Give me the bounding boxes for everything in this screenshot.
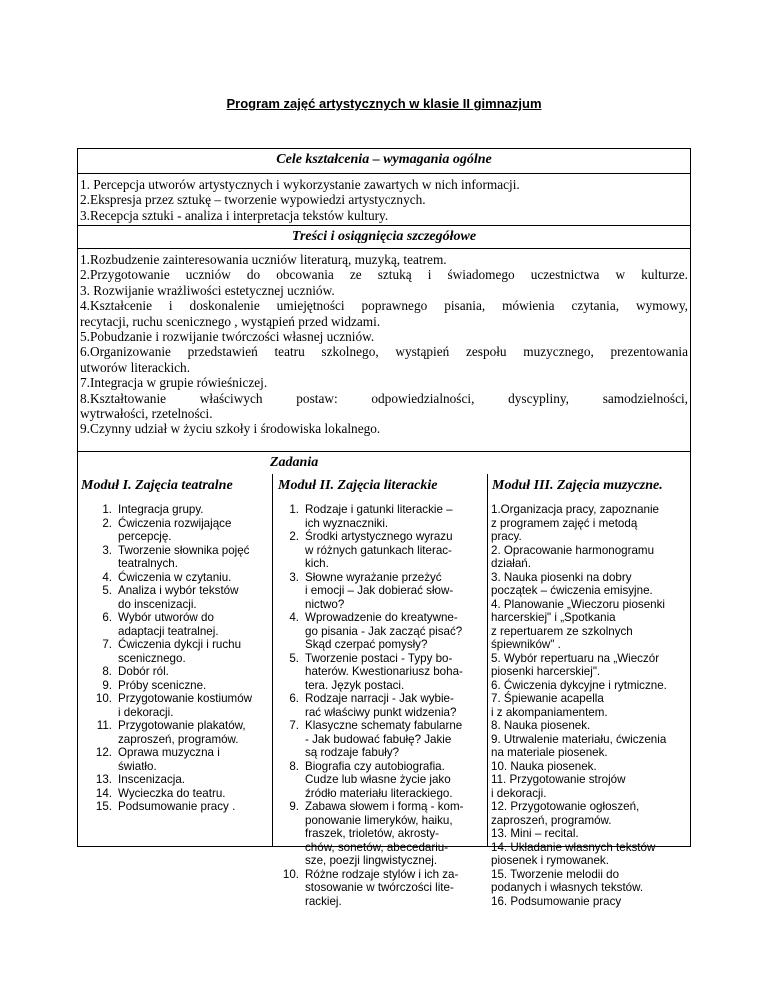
list-item-line: kich. (305, 557, 329, 570)
tasks-heading: Zadania (270, 455, 319, 470)
list-number: 15. (95, 800, 112, 813)
list-number: 14. (95, 786, 112, 800)
module3-line: pracy. (491, 530, 522, 543)
list-number: 5. (102, 584, 112, 597)
module3-line: 10. Nauka piosenek. (491, 759, 597, 773)
module3-line: 3. Nauka piosenki na dobry (491, 570, 632, 584)
list-number: 9. (102, 678, 112, 692)
list-number: 1. (289, 503, 299, 516)
module3-line: 14. Układanie własnych tekstów (491, 840, 656, 854)
list-item-line: rackiej. (305, 894, 342, 908)
list-item-line: percepcję. (118, 530, 172, 543)
module3-line: z repertuarem ze szkolnych (491, 624, 633, 638)
list-item-line: sze, poezji lingwistycznej. (305, 854, 438, 867)
list-item-line: Wybór utworów do (118, 611, 214, 624)
list-item-line: Ćwiczenia dykcji i ruchu (118, 638, 242, 651)
list-item (279, 692, 485, 719)
ordered-list (84, 503, 272, 814)
module3-line: 6. Ćwiczenia dykcyjne i rytmiczne. (491, 678, 667, 692)
list-number: 2. (289, 530, 299, 543)
content-list (77, 252, 691, 437)
list-item-line: Skąd czerpać pomysły? (305, 638, 428, 651)
goal-item: 2.Ekspresja przez sztukę – tworzenie wypowiedzi artystycznych. (80, 192, 426, 208)
list-number: 4. (289, 611, 299, 624)
module1-heading: Moduł I. Zajęcia teatralne (81, 478, 233, 493)
module3-line: 1.Organizacja pracy, zapoznanie (491, 503, 659, 516)
list-item-line: fraszek, trioletów, akrosty- (305, 827, 440, 840)
module3-list (491, 503, 689, 908)
list-item-line: Przygotowanie plakatów, (118, 719, 246, 732)
content-heading: Treści i osiągnięcia szczegółowe (291, 229, 477, 244)
content-item: 4.Kształcenie i doskonalenie umiejętności poprawnego pisania, mówienia czytania, wymowy, (80, 298, 688, 314)
content-item: 7.Integracja w grupie rówieśniczej. (80, 375, 268, 391)
document-title: Program zajęć artystycznych w klasie II gimnazjum (226, 96, 542, 111)
list-number: 6. (102, 611, 112, 624)
list-number: 8. (289, 759, 299, 773)
list-item (84, 503, 272, 517)
list-item-line: Dobór ról. (118, 665, 169, 678)
content-item: 1.Rozbudzenie zainteresowania uczniów literaturą, muzyką, teatrem. (80, 252, 447, 267)
list-item-line: Przygotowanie kostiumów (118, 692, 253, 705)
list-item-line: ponowanie limeryków, haiku, (305, 813, 453, 827)
divider (77, 173, 691, 174)
module3-line: 5. Wybór repertuaru na „Wieczór (491, 651, 660, 665)
list-number: 8. (102, 665, 112, 678)
content-item: 6.Organizowanie przedstawień teatru szkolnego, wystąpień zespołu muzycznego, prezentowania (80, 344, 688, 360)
list-item (279, 611, 485, 652)
list-item (279, 868, 485, 909)
list-item-line: haterów. Kwestionariusz boha- (305, 665, 463, 678)
list-item (279, 503, 485, 530)
list-item (279, 760, 485, 801)
module3-line: 15. Tworzenie melodii do (491, 867, 620, 881)
module3-line: 9. Utrwalenie materiału, ćwiczenia (491, 732, 667, 746)
goals-list (77, 177, 691, 223)
list-item-line: Rodzaje i gatunki literackie – (305, 503, 453, 516)
list-item-line: są rodzaje fabuły? (305, 746, 400, 759)
list-item (84, 665, 272, 679)
list-item-line: Próby sceniczne. (118, 678, 207, 692)
list-item-line: Różne rodzaje stylów i ich za- (305, 867, 459, 881)
list-item (84, 544, 272, 571)
goal-item: 1. Percepcja utworów artystycznych i wykorzystanie zawartych w nich informacji. (80, 177, 520, 192)
list-number: 6. (289, 692, 299, 705)
list-number: 10. (282, 867, 299, 881)
goal-item: 3.Recepcja sztuki - analiza i interpretacja tekstów kultury. (80, 207, 389, 223)
list-number: 7. (102, 638, 112, 651)
list-number: 1. (102, 503, 112, 516)
list-item (84, 773, 272, 787)
goals-heading: Cele kształcenia – wymagania ogólne (276, 152, 492, 167)
list-item (84, 719, 272, 746)
list-item-line: - Jak budować fabułę? Jakie (305, 732, 452, 746)
module3-line: 2. Opracowanie harmonogramu (491, 543, 655, 557)
list-item-line: zaproszeń, programów. (118, 732, 239, 746)
list-item (279, 530, 485, 571)
module3-heading: Moduł III. Zajęcia muzyczne. (492, 478, 663, 493)
list-item-line: teatralnych. (118, 557, 178, 570)
list-item-line: go pisania - Jak zacząć pisać? (305, 624, 463, 638)
module3-line: podanych i własnych tekstów. (491, 881, 644, 894)
module3-line: 12. Przygotowanie ogłoszeń, (491, 800, 640, 813)
list-item-line: Klasyczne schematy fabularne (305, 719, 463, 732)
list-item-line: Tworzenie słownika pojęć (118, 543, 250, 557)
list-item-line: do inscenizacji. (118, 597, 197, 611)
module3-line: 8. Nauka piosenek. (491, 719, 591, 732)
content-item: utworów literackich. (80, 359, 191, 375)
content-item: 2.Przygotowanie uczniów do obcowania ze sztuką i świadomego uczestnictwa w kulturze. (80, 267, 688, 283)
list-item-line: i emocji – Jak dobierać słow- (305, 584, 454, 597)
list-item-line: Ćwiczenia rozwijające (118, 516, 232, 530)
list-item (84, 638, 272, 665)
list-item-line: Rodzaje narracji - Jak wybie- (305, 692, 454, 705)
list-number: 11. (96, 719, 112, 732)
module3-line: początek – ćwiczenia emisyjne. (491, 584, 653, 597)
module3-line: działań. (491, 557, 531, 570)
list-number: 12. (95, 746, 112, 759)
list-number: 4. (102, 570, 112, 584)
list-item-line: Podsumowanie pracy . (118, 800, 236, 813)
module3-line: 7. Śpiewanie acapella (491, 692, 604, 705)
list-item-line: Cudze lub własne życie jako (305, 773, 451, 786)
module3-line: harcerskiej" i „Spotkania (491, 611, 616, 624)
content-item: 8.Kształtowanie właściwych postaw: odpowiedzialności, dyscypliny, samodzielności, (80, 390, 688, 406)
module3-line: 11. Przygotowanie strojów (491, 773, 626, 786)
column-divider (487, 474, 488, 847)
list-number: 13. (95, 773, 112, 786)
list-item-line: tera. Język postaci. (305, 678, 405, 692)
column-divider (272, 474, 273, 847)
module3-line: śpiewników" . (491, 638, 561, 651)
module3-line: piosenek i rymowanek. (491, 854, 609, 867)
list-item-line: Tworzenie postaci - Typy bo- (305, 651, 453, 665)
divider (77, 248, 691, 249)
list-item-line: chów, sonetów, abecedariu- (305, 840, 449, 854)
list-number: 7. (289, 719, 299, 732)
module3-line: 16. Podsumowanie pracy (491, 894, 622, 908)
module2-heading: Moduł II. Zajęcia literackie (278, 478, 438, 493)
list-item (84, 787, 272, 801)
list-item-line: Ćwiczenia w czytaniu. (118, 570, 232, 584)
list-item-line: Biografia czy autobiografia. (305, 759, 445, 773)
list-item (279, 719, 485, 760)
list-item-line: adaptacji teatralnej. (118, 624, 219, 638)
list-item (279, 571, 485, 612)
list-item (279, 800, 485, 868)
list-item-line: światło. (118, 759, 157, 773)
module3-line: i dekoracji. (491, 786, 547, 800)
module1-list (84, 503, 272, 814)
list-item (84, 571, 272, 585)
list-number: 3. (289, 570, 299, 584)
content-item: 9.Czynny udział w życiu szkoły i środowiska lokalnego. (80, 421, 381, 437)
list-item-line: Analiza i wybór tekstów (118, 584, 239, 597)
list-item-line: Wycieczka do teatru. (118, 786, 226, 800)
module3-line: 4. Planowanie „Wieczoru piosenki (491, 597, 665, 611)
list-item-line: Zabawa słowem i formą - kom- (305, 800, 464, 813)
list-number: 5. (289, 651, 299, 665)
divider (77, 225, 691, 226)
divider (77, 451, 691, 452)
content-item: 3. Rozwijanie wrażliwości estetycznej uczniów. (80, 282, 335, 298)
list-item-line: Integracja grupy. (118, 503, 204, 516)
list-item-line: Środki artystycznego wyrazu (305, 530, 453, 543)
list-item-line: nictwo? (305, 597, 345, 611)
content-item: wytrwałości, rzetelności. (80, 406, 213, 422)
module3-line: i z akompaniamentem. (491, 705, 608, 719)
content-item: 5.Pobudzanie i rozwijanie twórczości własnej uczniów. (80, 329, 375, 345)
list-item (84, 746, 272, 773)
list-item-line: stosowanie w twórczości lite- (305, 881, 454, 894)
module3-line: piosenki harcerskiej". (491, 665, 601, 678)
list-item (279, 652, 485, 693)
list-item-line: Wprowadzenie do kreatywne- (305, 611, 458, 624)
content-item: recytacji, ruchu scenicznego , wystąpień przed widzami. (80, 313, 381, 329)
list-item (84, 800, 272, 814)
list-item (84, 692, 272, 719)
list-item-line: rać właściwy punkt widzenia? (305, 705, 457, 719)
ordered-list (279, 503, 485, 908)
list-number: 3. (102, 543, 112, 557)
module3-line: zaproszeń, programów. (491, 813, 612, 827)
list-item-line: i dekoracji. (118, 705, 174, 719)
list-item (84, 679, 272, 693)
list-number: 9. (289, 800, 299, 813)
list-item-line: scenicznego. (118, 651, 186, 665)
list-item-line: źródło materiału literackiego. (305, 786, 453, 800)
module3-line: 13. Mini – recital. (491, 827, 579, 840)
list-item (84, 517, 272, 544)
list-item-line: Słowne wyrażanie przeżyć (305, 570, 442, 584)
list-number: 2. (102, 516, 112, 530)
list-number: 10. (95, 692, 112, 705)
list-item (84, 611, 272, 638)
list-item-line: w różnych gatunkach literac- (305, 543, 452, 557)
list-item-line: ich wyznaczniki. (305, 516, 389, 530)
module3-line: z programem zajęć i metodą (491, 516, 638, 530)
list-item (84, 584, 272, 611)
list-item-line: Inscenizacja. (118, 773, 186, 786)
module2-list (279, 503, 485, 908)
module3-line: na materiale piosenek. (491, 746, 608, 759)
list-item-line: Oprawa muzyczna i (118, 746, 220, 759)
